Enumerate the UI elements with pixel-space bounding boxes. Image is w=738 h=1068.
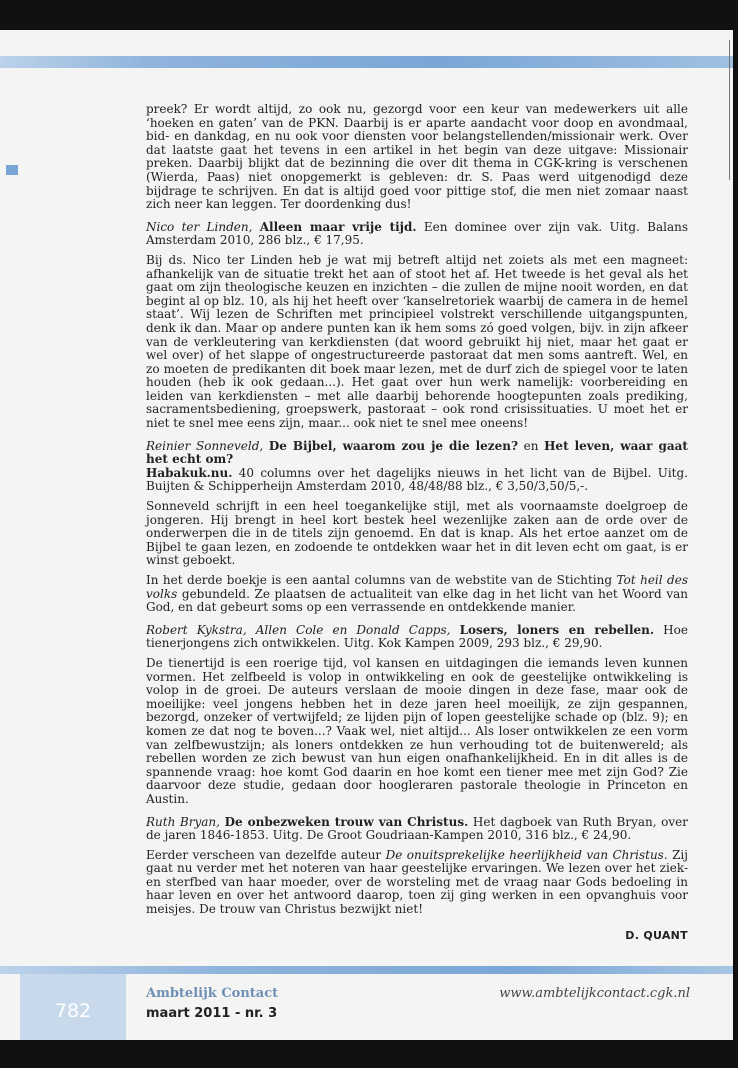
book-author: Ruth Bryan,: [146, 814, 220, 829]
conjunction: en: [523, 438, 539, 453]
book-title: De onbezweken trouw van Christus.: [224, 814, 469, 829]
book-title: Losers, loners en rebellen.: [459, 622, 655, 637]
review-paragraph-2b: [146, 574, 688, 615]
book-details: Hoe tienerjongens zich ontwikkelen. Uitg. Kok Kampen 2009, 293 blz., € 29,90.: [146, 622, 688, 651]
footer-color-band: [0, 966, 733, 974]
book-author: Nico ter Linden,: [146, 219, 253, 234]
book-details: Een dominee over zijn vak. Uitg. Balans Amsterdam 2010, 286 blz., € 17,95.: [146, 219, 688, 248]
book-title: Alleen maar vrije tijd.: [259, 219, 417, 234]
italic-segment: Tot heil des volks: [146, 573, 688, 601]
book-reference-4: [146, 816, 688, 843]
magazine-issue: maart 2011 - nr. 3: [146, 1006, 278, 1021]
edge-rule: [729, 40, 730, 180]
text-segment: Eerder verscheen van dezelfde auteur: [146, 847, 382, 862]
book-title: De Bijbel, waarom zou je die lezen?: [268, 438, 518, 453]
review-paragraph-4: [146, 849, 688, 917]
book-author: Robert Kykstra, Allen Cole en Donald Capps,: [146, 622, 451, 637]
book-author: Reinier Sonneveld,: [146, 438, 264, 453]
scan-border-bottom: [0, 1040, 738, 1068]
magazine-url: www.ambtelijkcontact.cgk.nl: [499, 986, 690, 1001]
scan-border-right: [733, 0, 738, 1068]
book-reference-2: [146, 440, 688, 494]
review-paragraph-2a: Sonneveld schrijft in een heel toegankelijke stijl, met als voornaamste doelgroep de jongeren. Hij brengt in heel kort bestek heel wezenlijke zaken aan de orde over de onderwerpen die in de titels zijn genoemd. En dat is knap. Als het ertoe aanzet om de Bijbel te gaan lezen, en zodoende te ontdekken waar het in dit leven echt om gaat, is er winst geboekt.: [146, 499, 688, 568]
edge-marker: [6, 165, 18, 175]
book-details: 40 columns over het dagelijks nieuws in het licht van de Bijbel. Uitg. Buijten & Schipperheijn Amsterdam 2010, 48/48/88 blz., € 3,50/3,50/5,-.: [146, 465, 688, 494]
book-details: Het dagboek van Ruth Bryan, over de jaren 1846-1853. Uitg. De Groot Goudriaan-Kampen 2010, 316 blz., € 24,90.: [146, 814, 688, 843]
book-reference-1: [146, 221, 688, 248]
author-signature: D. QUANT: [625, 928, 688, 942]
book-title: Het leven, waar gaat het echt om?: [146, 438, 688, 467]
italic-segment: De onuitsprekelijke heerlijkheid van Christus.: [385, 847, 668, 862]
magazine-title: Ambtelijk Contact: [146, 986, 279, 1001]
text-segment: gebundeld. Ze plaatsen de actualiteit van elke dag in het licht van het Woord van God, en dat gebeurt soms op een verrassende en ontdekkende manier.: [146, 586, 688, 615]
paragraph-intro: preek? Er wordt altijd, zo ook nu, gezorgd voor een keur van medewerkers uit alle ‘hoeken en gaten’ van de PKN. Daarbij is er aparte aandacht voor doop en avondmaal, bid- en dankdag, en nu ook voor diensten voor belangstellenden/missionair werk. Over dat laatste gaat het tevens in een artikel in het begin van deze uitgave: Missionair preken. Daarbij blijkt dat de bezinning die over dit thema in CGK-kring is verschenen (Wierda, Paas) niet onopgemerkt is gebleven: dr. S. Paas werd uitgenodigd deze bijdrage te schrijven. En dat is altijd goed voor pittige stof, die men niet zomaar naast zich neer kan leggen. Ter doordenking dus!: [146, 102, 688, 212]
text-segment: In het derde boekje is een aantal columns van de webstite van de Stichting: [146, 573, 613, 587]
header-color-band: [0, 56, 733, 68]
scan-border-top: [0, 0, 738, 30]
book-reference-3: [146, 624, 688, 651]
review-paragraph-1: Bij ds. Nico ter Linden heb je wat mij betreft altijd net zoiets als met een magneet: afhankelijk van de situatie trekt het aan of stoot het af. Het tweede is het geval als het gaat om zijn theologische keuzen en inzichten – die zullen de mijne nooit worden, en dat begint al op blz. 10, als hij het heeft over ‘kanselretoriek waarbij de camera in de hemel staat’. Wij lezen de Schriften met principieel volstrekt verschillende uitgangspunten, denk ik dan. Maar op andere punten kan ik hem soms zó goed volgen, bijv. in zijn afkeer van de verkleutering van kerkdiensten (dat woord gebruikt hij niet, maar het gaat er wel over) of het slappe of ongestructureerde pastoraat dat men soms aantreft. Wel, en zo moeten de predikanten dit boek maar lezen, met de durf zich de spiegel voor te laten houden (heb ik ook gedaan...). Het gaat over hun werk namelijk: voorbereiding en leiden van kerkdiensten – met alle daarbij behorende hoogtepunten zoals prediking, sacramentsbediening, groepswerk, pastoraat – ook rond crisissituaties. U moet het er niet te snel mee eens zijn, maar... ook niet te snel mee oneens!: [146, 252, 688, 431]
text-segment: Zij gaat nu verder met het noteren van haar geestelijke ervaringen. We lezen over het ziek- en sterfbed van haar moeder, over de worsteling met de vraag naar Gods bedoeling in haar leven en over het antwoord daarop, toen zij ging werken in een opvanghuis voor meisjes. De trouw van Christus bezwijkt niet!: [146, 847, 688, 917]
review-paragraph-3: De tienertijd is een roerige tijd, vol kansen en uitdagingen die iemands leven kunnen vormen. Het zelfbeeld is volop in ontwikkeling en ook de geestelijke ontwikkeling is volop in de groei. De auteurs verslaan de mooie dingen in deze fase, maar ook de moeilijke: veel jongens hebben het in deze jaren heel moeilijk, ze zijn gespannen, bezorgd, onzeker of vertwijfeld; ze lijden pijn of lopen geestelijke schade op (blz. 9); en komen ze dat nog te boven...? Vaak wel, niet altijd... Als loser ontwikkelen ze een vorm van zelfbewustzijn; als loners ontdekken ze hun verhouding tot de buitenwereld; als rebellen worden ze zich bewust van hun eigen onafhankelijkheid. En in dit alles is de spannende vraag: hoe komt God daarin en hoe komt een tiener mee met zijn God? Zie daarvoor deze studie, gedaan door hoogleraren pastorale theologie in Princeton en Austin.: [146, 655, 688, 806]
book-title: Habakuk.nu.: [146, 465, 233, 480]
page-number: 782: [54, 1000, 92, 1022]
article-body: [146, 103, 688, 942]
